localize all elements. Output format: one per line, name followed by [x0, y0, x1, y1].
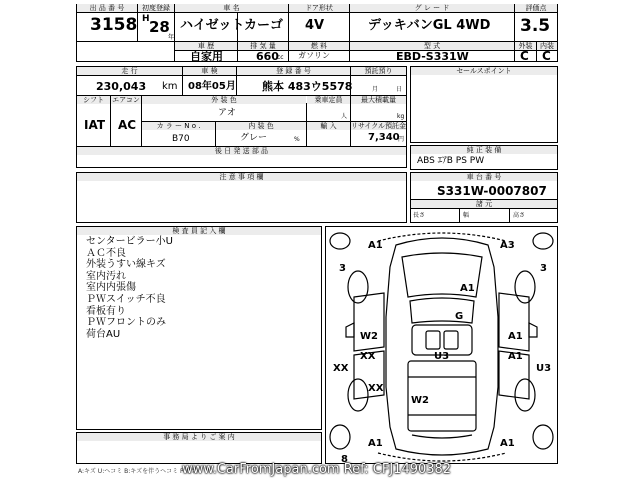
seats-unit: 人	[341, 113, 348, 120]
grade-name: デッキバンGL 4WD	[368, 18, 491, 33]
inspection-note: 荷台AU	[86, 328, 121, 340]
inspection-note: 外装うすい線キズ	[86, 259, 166, 271]
damage-mark: 3	[540, 263, 547, 274]
color-value: アオ	[218, 108, 236, 118]
damage-mark: A1	[508, 351, 523, 362]
inspection-note: 看板有り	[86, 305, 126, 317]
damage-mark: XX	[333, 363, 349, 374]
header-color-no: カ ラ ー N o .	[142, 122, 215, 130]
header-score: 評価点	[515, 4, 557, 12]
inspection-note: センタービラー小U	[86, 236, 173, 247]
header-sales-point: セールスポイント	[411, 67, 557, 75]
inspection-notes-list	[86, 236, 173, 340]
era-letter: H	[142, 14, 150, 24]
model-code: EBD-S331W	[396, 50, 469, 63]
damage-mark: A3	[500, 240, 515, 251]
interior-color-value: グレー	[240, 133, 268, 143]
damage-mark: 8	[341, 454, 348, 465]
recycle-fee-value: 7,340	[368, 132, 400, 143]
damage-mark: W2	[411, 395, 429, 406]
damage-mark: G	[455, 311, 464, 322]
header-notes: 注 意 事 項 欄	[77, 173, 406, 181]
door-type: 4V	[305, 18, 325, 33]
fuel-value: ガソリン	[298, 51, 330, 60]
header-dimensions: 諸 元	[411, 200, 557, 208]
color-number: B70	[172, 134, 190, 144]
header-aircon: エアコン	[112, 96, 140, 104]
header-interior-color: 内 装 色	[216, 122, 306, 130]
header-office: 事 務 局 よ り ご 案 内	[77, 433, 321, 441]
header-grade: グ レ ー ド	[350, 4, 514, 12]
header-lot-no: 出 品 番 号	[77, 4, 137, 12]
registration-number: 熊本 483ウ5578	[262, 80, 353, 93]
overall-score: 3.5	[520, 16, 551, 36]
header-usage: 車 歴	[175, 42, 237, 50]
damage-mark: A1	[508, 331, 523, 342]
damage-mark: A1	[368, 438, 383, 449]
header-color: 外 装 色	[142, 96, 306, 104]
header-recycle-fee: リサイクル預託金	[351, 122, 406, 130]
header-first-reg: 初度登録	[138, 4, 174, 12]
header-reg-no: 登 録 番 号	[237, 67, 350, 75]
year-suffix: 年	[168, 34, 175, 41]
header-inspection: 車 検	[183, 67, 236, 75]
damage-mark: U3	[434, 351, 450, 362]
inspection-note: ＰＷスイッチ不良	[86, 293, 166, 305]
height-label: 高さ	[513, 212, 526, 219]
reg-year: 28	[149, 18, 170, 36]
mileage-unit: km	[162, 81, 178, 92]
car-outline-diagram	[326, 227, 557, 463]
equipment-value: ABS ｴｱB PS PW	[417, 156, 485, 166]
damage-mark: XX	[368, 383, 384, 394]
inspection-note: ＰＷフロントのみ	[86, 317, 166, 329]
header-car-name: 車 名	[175, 4, 288, 12]
aircon-value: AC	[118, 118, 137, 132]
displacement-value: 660	[256, 50, 279, 63]
header-door: ドア形状	[289, 4, 349, 12]
usage-value: 自家用	[190, 50, 223, 63]
legend-footnote: A:キズ U:ヘコミ B:キズを伴うヘコミ P:塗装	[78, 468, 198, 475]
header-chassis: 車 台 番 号	[411, 173, 557, 181]
header-import: 輸 入	[307, 122, 350, 130]
header-shift: シフト	[77, 96, 110, 104]
header-exterior: 外装	[515, 42, 536, 50]
exterior-grade: C	[520, 49, 529, 63]
header-max-load: 最大積載量	[351, 96, 406, 104]
shift-value: IAT	[84, 118, 106, 132]
recycle-month-label: 月	[372, 86, 379, 93]
watermark-text: www.CarFromJapan.com Ref: CFJ1490382	[182, 462, 452, 477]
damage-mark: W2	[360, 331, 378, 342]
header-interior: 内装	[537, 42, 557, 50]
width-label: 幅	[463, 212, 470, 219]
sales-point-box	[410, 66, 558, 143]
interior-grade: C	[542, 49, 551, 63]
load-unit: kg	[397, 113, 405, 120]
header-after-parts: 後 日 発 送 部 品	[77, 147, 406, 155]
chassis-number: S331W-0007807	[437, 184, 547, 198]
length-label: 長さ	[413, 212, 426, 219]
header-recycle: 預託預り	[351, 67, 406, 75]
damage-mark: 3	[339, 263, 346, 274]
inspection-note: 室内内張傷	[86, 282, 136, 294]
header-model: 型 式	[350, 42, 514, 50]
header-inspector: 検 査 員 記 入 欄	[77, 227, 321, 235]
header-seats: 乗車定員	[307, 96, 350, 104]
recycle-day-label: 日	[396, 86, 403, 93]
header-fuel: 燃 料	[289, 42, 349, 50]
damage-mark: A1	[460, 283, 475, 294]
inspection-note: 室内汚れ	[86, 270, 126, 282]
car-name: ハイゼットカーゴ	[180, 18, 283, 33]
header-equipment: 純 正 装 備	[411, 146, 557, 154]
header-displacement: 排 気 量	[238, 42, 288, 50]
damage-mark: XX	[360, 351, 376, 362]
damage-mark: A1	[500, 438, 515, 449]
inspection-value: 08年05月	[188, 81, 236, 92]
mileage-value: 230,043	[96, 80, 147, 93]
yen-label: 円	[398, 136, 405, 143]
percent-label: %	[294, 136, 300, 143]
damage-mark: A1	[368, 240, 383, 251]
inspection-note: ＡＣ不良	[86, 247, 126, 259]
lot-number: 3158	[90, 15, 138, 35]
header-mileage: 走 行	[77, 67, 182, 75]
damage-mark: U3	[536, 363, 552, 374]
displacement-unit: cc	[277, 54, 284, 61]
